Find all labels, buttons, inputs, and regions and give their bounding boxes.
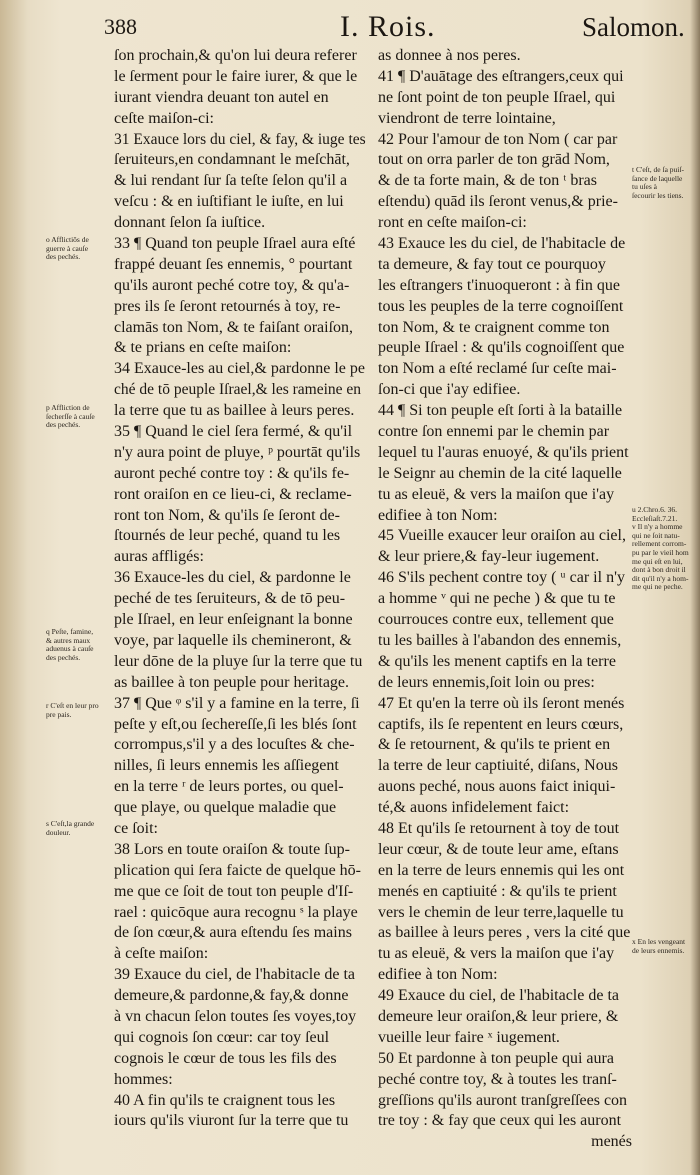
- text-line: ché de tō peuple Iſrael,& les rameine en: [114, 381, 362, 399]
- text-line: leur cœur, & de toute leur ame, eſtans: [378, 840, 619, 858]
- text-line: voye, par laquelle ils chemineront, &: [114, 631, 352, 649]
- text-line: ſon prochain,& qu'on lui deura referer: [114, 47, 357, 64]
- text-line: ne ſont point de ton peuple Iſrael, qui: [378, 88, 616, 106]
- margin-note-left: [46, 236, 110, 262]
- text-line: courrouces contre eux, tellement que: [378, 611, 614, 629]
- text-line: demeure leur oraiſon,& leur priere, &: [378, 1007, 619, 1025]
- text-line: tu as eleuë, & vers la maiſon que i'ay: [378, 945, 615, 963]
- text-line: & de ta forte main, & de ton ᵗ bras: [378, 172, 597, 190]
- text-line: vueille leur faire ˣ iugement.: [378, 1028, 560, 1046]
- text-line: iurant viendra deuant ton autel en: [114, 88, 329, 106]
- margin-note-line: me qui eſt en lui,: [632, 556, 683, 566]
- text-line: iours qu'ils viuront ſur la terre que tu: [114, 1112, 349, 1130]
- text-line: la terre de leur captiuité, diſans, Nous: [378, 757, 618, 775]
- margin-note-left: [46, 820, 110, 837]
- text-line: tous les peuples de la terre cognoiſſent: [378, 297, 624, 315]
- text-line: de leurs ennemis,ſoit loin ou pres:: [378, 673, 595, 691]
- text-line: que playe, ou quelque maladie que: [114, 799, 337, 817]
- text-line: ſtournés de leur peché, quand tu les: [114, 527, 341, 545]
- text-line: 37 ¶ Que ᵠ s'il y a famine en la terre, ſi: [114, 694, 360, 712]
- text-line: demeure,& pardonne,& fay,& donne: [114, 987, 349, 1005]
- margin-note-line: guerre à cauſe: [46, 243, 89, 253]
- text-line: auras affligés:: [114, 548, 204, 566]
- text-line: auons peché, nous auons faict iniqui-: [378, 778, 616, 796]
- text-line: edifiee à ton Nom:: [378, 966, 498, 984]
- margin-note-line: des pechés.: [46, 652, 81, 662]
- text-line: & qu'ils les menent captifs en la terre: [378, 652, 616, 670]
- text-line: 39 Exauce du ciel, de l'habitacle de ta: [114, 966, 355, 984]
- margin-note-right: [632, 938, 694, 955]
- text-line: ton Nom, & te craignent comme ton: [378, 318, 610, 336]
- text-line: peché de tes ſeruiteurs, & de tō peu-: [114, 590, 346, 608]
- text-line: qui cognois ſon cœur: car toy ſeul: [114, 1028, 330, 1046]
- text-line: 36 Exauce-les du ciel, & pardonne le: [114, 569, 351, 587]
- margin-note-line: Eccleſiaſt.7.21.: [632, 513, 678, 523]
- text-line: cognois le cœur de tous les fils des: [114, 1049, 337, 1067]
- page-number: 388: [104, 14, 137, 39]
- text-line: eſtendu) quād ils ſeront venus,& prie-: [378, 193, 618, 211]
- text-line: 48 Et qu'ils ſe retournent à toy de tout: [378, 819, 620, 837]
- text-line: vers le chemin de leur terre,laquelle tu: [378, 903, 624, 921]
- margin-note-line: pu par le vieil hom: [632, 547, 689, 557]
- text-line: ton Nom a eſté reclamé ſur ceſte mai-: [378, 360, 617, 378]
- text-line: & te prians en ceſte maiſon:: [114, 339, 292, 357]
- margin-note-right: [632, 166, 694, 200]
- text-line: me que ce ſoit de tout ton peuple d'Iſ-: [114, 882, 354, 900]
- text-line: ſon-ci que i'ay edifiee.: [378, 381, 521, 399]
- margin-note-line: ſecourir les tiens.: [632, 190, 684, 200]
- margin-note-line: qui ne ſoit natu-: [632, 530, 680, 540]
- text-line: la terre que tu as baillee à leurs peres.: [114, 402, 355, 420]
- text-line: à vn chacun ſelon toutes ſes voyes,toy: [114, 1007, 357, 1025]
- margin-note-line: des pechés.: [46, 252, 81, 262]
- margin-note-right: [632, 506, 694, 592]
- text-line: peuple Iſrael : & qu'ils cognoiſſent que: [378, 339, 625, 357]
- text-line: & lui rendant ſur ſa teſte ſelon qu'il a: [114, 172, 348, 190]
- margin-note-line: aduenus à cauſe: [46, 644, 94, 654]
- text-line: ront ton Nom, & qu'ils ſe ſeront de-: [114, 506, 340, 524]
- text-line: 47 Et qu'en la terre où ils ſeront menés: [378, 694, 625, 712]
- text-line: as donnee à nos peres.: [378, 47, 521, 64]
- text-line: 40 A fin qu'ils te craignent tous les: [114, 1091, 336, 1109]
- text-line: corrompus,s'il y a des locuſtes & che-: [114, 736, 355, 754]
- right-text-column: [378, 46, 632, 1153]
- text-line: menés: [591, 1133, 632, 1151]
- text-line: 45 Vueille exaucer leur oraiſon au ciel,: [378, 527, 626, 545]
- text-line: lequel tu l'auras enuoyé, & qu'ils prient: [378, 443, 629, 461]
- text-line: contre ſon ennemi par le chemin par: [378, 423, 610, 441]
- margin-note-left: [46, 628, 110, 662]
- text-line: en la terre ʳ de leurs portes, ou quel-: [114, 778, 344, 796]
- margin-note-line: douleur.: [46, 827, 71, 837]
- margin-note-line: rellement corrom-: [632, 539, 687, 549]
- text-line: & leur priere,& fay-leur iugement.: [378, 548, 600, 566]
- margin-note-line: me qui ne peche.: [632, 582, 683, 592]
- margin-note-line: dit qu'il n'y a hom-: [632, 573, 689, 583]
- running-title: I. Rois.: [340, 10, 436, 43]
- text-line: 43 Exauce les du ciel, de l'habitacle de: [378, 235, 626, 253]
- text-line: auront peché contre toy : & qu'ils fe-: [114, 464, 350, 482]
- margin-note-left: [46, 404, 110, 430]
- text-line: le ſerment pour le faire iurer, & que le: [114, 67, 358, 85]
- text-line: 50 Et pardonne à ton peuple qui aura: [378, 1049, 614, 1067]
- text-line: pres ils ſe ſeront retournés à toy, re-: [114, 297, 341, 315]
- margin-note-line: ſecherſſe à cauſe: [46, 411, 95, 421]
- text-line: ceſte maiſon-ci:: [114, 109, 214, 127]
- text-line: hommes:: [114, 1070, 173, 1088]
- text-line: 49 Exauce du ciel, de l'habitacle de ta: [378, 987, 619, 1005]
- margin-note-line: & autres maux: [46, 635, 91, 645]
- text-line: ſeruiteurs,en condamnant le meſchāt,: [114, 151, 350, 169]
- margin-note-line: p Affliction de: [46, 403, 90, 412]
- margin-note-line: s C'eſt,la grande: [46, 819, 95, 828]
- text-line: viendront de terre lointaine,: [378, 109, 556, 127]
- margin-note-line: pre pais.: [46, 709, 72, 719]
- text-line: tu les bailles à l'abandon des ennemis,: [378, 631, 622, 649]
- margin-note-line: de leurs ennemis.: [632, 945, 685, 955]
- text-line: 41 ¶ D'auātage des eſtrangers,ceux qui: [378, 67, 624, 85]
- text-line: leur dōne de la pluye ſur la terre que tu: [114, 652, 363, 670]
- margin-note-line: tu uſes à: [632, 182, 657, 192]
- margin-note-line: o Afflictiōs de: [46, 235, 89, 244]
- margin-note-line: x En les vengeant: [632, 937, 686, 946]
- text-line: nilles, ſi leurs ennemis les aſſiegent: [114, 757, 339, 775]
- text-line: clamās ton Nom, & te faiſant oraiſon,: [114, 318, 354, 336]
- text-line: 35 ¶ Quand le ciel ſera fermé, & qu'il: [114, 423, 353, 441]
- text-line: de ſon cœur,& aura eſtendu ſes mains: [114, 924, 352, 942]
- text-line: té,& auons infidelement faict:: [378, 799, 570, 817]
- text-line: veſcu : & en iuſtifiant le iuſte, en lui: [114, 193, 344, 211]
- text-line: ple Iſrael, en leur enſeignant la bonne: [114, 611, 353, 629]
- text-line: les eſtrangers t'inuoqueront : à fin que: [378, 276, 620, 294]
- text-line: ront en ceſte maiſon-ci:: [378, 214, 527, 232]
- text-line: frappé deuant ſes ennemis, ° pourtant: [114, 255, 353, 273]
- margin-note-line: dont à bon droit il: [632, 565, 686, 575]
- text-line: ce ſoit:: [114, 819, 158, 837]
- margin-note-line: t C'eſt, de ſa puiſ-: [632, 165, 684, 174]
- text-line: 38 Lors en toute oraiſon & toute ſup-: [114, 840, 350, 858]
- left-text-column: [114, 46, 366, 1132]
- text-line: ta demeure, & fay tout ce pourquoy: [378, 255, 606, 273]
- text-line: ront oraiſon en ce lieu-ci, & reclame-: [114, 485, 352, 503]
- text-line: 31 Exauce lors du ciel, & fay, & iuge tes: [114, 130, 366, 148]
- text-line: & ſe retournent, & qu'ils te prient en: [378, 736, 611, 754]
- text-line: en la terre de leurs ennemis qui les ont: [378, 861, 625, 879]
- text-line: as baillee à ton peuple pour heritage.: [114, 673, 350, 691]
- margin-note-left: [46, 702, 110, 719]
- text-line: peſte y eſt,ou ſechereſſe,ſi les blés ſont: [114, 715, 357, 733]
- text-line: tu as eleuë, & vers la maiſon que i'ay: [378, 485, 615, 503]
- text-line: greſſions qu'ils auront tranſgreſſees con: [378, 1091, 628, 1109]
- margin-note-line: ſance de laquelle: [632, 173, 683, 183]
- text-line: menés en captiuité : & qu'ils te prient: [378, 882, 617, 900]
- text-line: 42 Pour l'amour de ton Nom ( car par: [378, 130, 618, 148]
- text-line: tre toy : & fay que ceux qui les auront: [378, 1112, 622, 1130]
- text-line: tout on orra parler de ton grād Nom,: [378, 151, 610, 169]
- margin-note-line: v Il n'y a homme: [632, 522, 683, 532]
- text-line: 44 ¶ Si ton peuple eſt ſorti à la bataille: [378, 402, 623, 420]
- text-line: edifiee à ton Nom:: [378, 506, 498, 524]
- text-line: captifs, ils ſe repentent en leurs cœurs,: [378, 715, 624, 733]
- text-line: à ceſte maiſon:: [114, 945, 209, 963]
- text-line: 46 S'ils pechent contre toy ( ᵘ car il n'y: [378, 569, 625, 587]
- margin-note-line: des pechés.: [46, 420, 81, 430]
- margin-note-line: q Peſte, famine,: [46, 627, 94, 636]
- text-line: a homme ᵛ qui ne peche ) & que tu te: [378, 590, 616, 608]
- text-line: 34 Exauce-les au ciel,& pardonne le pe: [114, 360, 365, 378]
- margin-note-line: r C'eſt en leur pro: [46, 701, 99, 710]
- page-header: [0, 10, 700, 44]
- text-line: as baillee à leurs peres , vers la cité que: [378, 924, 631, 942]
- text-line: qu'ils auront peché cotre toy, & qu'a-: [114, 276, 350, 294]
- text-line: peché contre toy, & à toutes les tranſ-: [378, 1070, 617, 1088]
- margin-note-line: u 2.Chro.6. 36.: [632, 505, 677, 514]
- book-title: Salomon.: [582, 12, 685, 42]
- text-line: donnant ſelon ſa iuſtice.: [114, 214, 266, 232]
- text-line: le Seignr au chemin de la cité laquelle: [378, 464, 622, 482]
- text-line: plication qui ſera faicte de quelque hō-: [114, 861, 362, 879]
- text-line: rael : quicōque aura recognu ˢ la playe: [114, 903, 358, 921]
- text-line: 33 ¶ Quand ton peuple Iſrael aura eſté: [114, 235, 356, 253]
- text-line: n'y aura point de pluye, ᵖ pourtāt qu'ils: [114, 443, 361, 461]
